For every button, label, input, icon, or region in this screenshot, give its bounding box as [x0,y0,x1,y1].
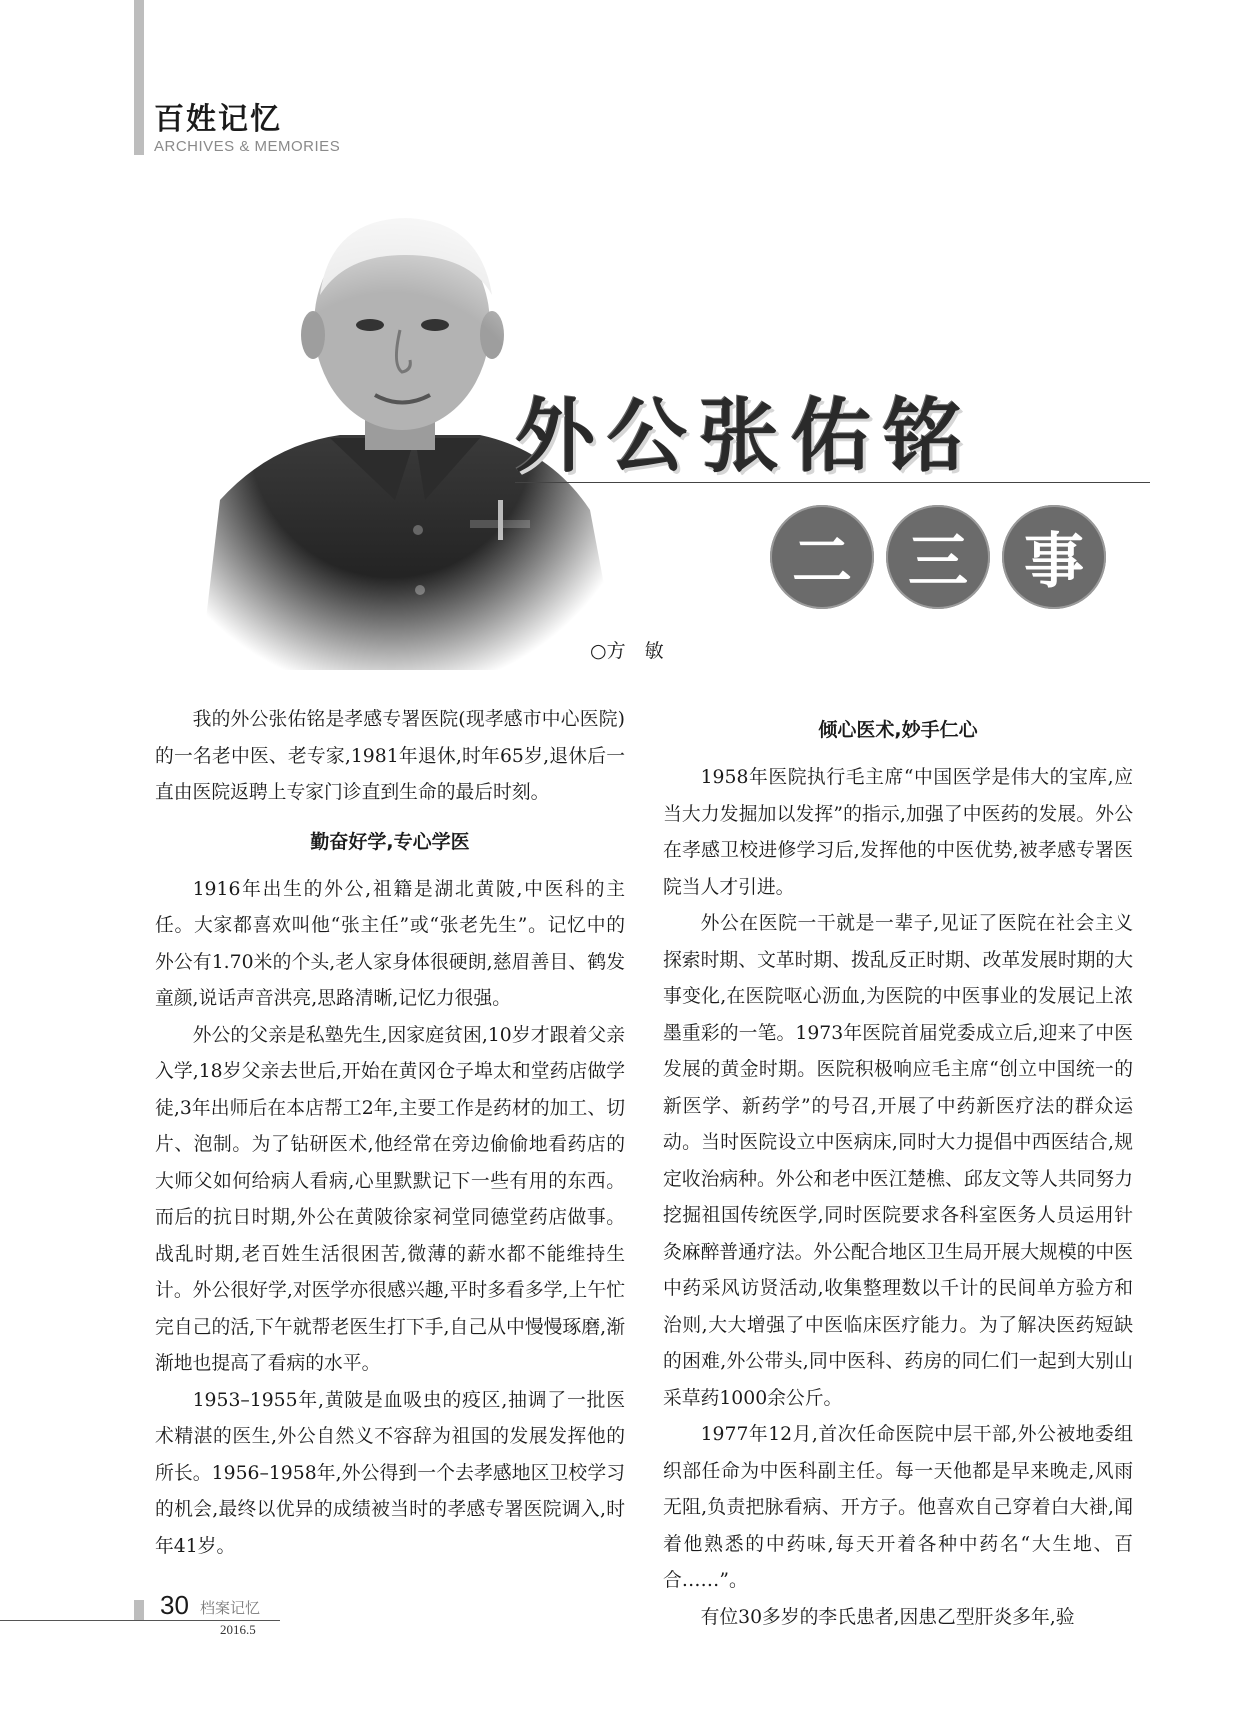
paragraph: 1977年12月,首次任命医院中层干部,外公被地委组织部任命为中医科副主任。每一天他都是早来晚走,风雨无阻,负责把脉看病、开方子。他喜欢自己穿着白大褂,闻着他熟悉的中药味,每天开着各种中药名“大生地、百合……”。 [663,1424,1133,1591]
footer-divider [0,1620,280,1621]
right-column [663,712,1133,1636]
left-column [155,702,625,1565]
page-number: 30 [160,1590,189,1620]
section-subtitle: ARCHIVES & MEMORIES [154,138,341,155]
section-heading-1: 勤奋好学,专心学医 [310,830,470,853]
footer-accent-bar [134,1600,144,1620]
author-byline: ○方 敏 [590,640,664,662]
article-title: 外公张佑铭 [515,389,975,483]
magazine-name: 档案记忆 [200,1599,261,1617]
issue-date: 2016.5 [220,1622,256,1637]
section-heading-2: 倾心医术,妙手仁心 [818,719,978,741]
section-title: 百姓记忆 [154,102,282,137]
title-circle-1: 二 [770,505,874,609]
title-circle-3: 事 [1002,505,1106,609]
title-divider [515,482,1150,483]
paragraph: 1958年医院执行毛主席“中国医学是伟大的宝库,应当大力发掘加以发挥”的指示,加强了中医药的发展。外公在孝感卫校进修学习后,发挥他的中医优势,被孝感专署医院当人才引进。 [663,767,1133,898]
paragraph: 有位30多岁的李氏患者,因患乙型肝炎多年,验 [700,1606,1075,1628]
header-accent-bar [134,0,144,155]
paragraph: 1953–1955年,黄陂是血吸虫的疫区,抽调了一批医术精湛的医生,外公自然义不容辞为祖国的发展发挥他的所长。1956–1958年,外公得到一个去孝感地区卫校学习的机会,最终以优异的成绩被当时的孝感专署医院调入,时年41岁。 [155,1389,625,1557]
paragraph: 外公的父亲是私塾先生,因家庭贫困,10岁才跟着父亲入学,18岁父亲去世后,开始在黄冈仓子埠太和堂药店做学徒,3年出师后在本店帮工2年,主要工作是药材的加工、切片、泡制。为了钻研医术,他经常在旁边偷偷地看药店的大师父如何给病人看病,心里默默记下一些有用的东西。而后的抗日时期,外公在黄陂徐家祠堂同德堂药店做事。战乱时期,老百姓生活很困苦,微薄的薪水都不能维持生计。外公很好学,对医学亦很感兴趣,平时多看多学,上午忙完自己的活,下午就帮老医生打下手,自己从中慢慢琢磨,渐渐地也提高了看病的水平。 [155,1024,625,1374]
title-circles [770,505,1106,609]
title-circle-2: 三 [886,505,990,609]
paragraph: 1916年出生的外公,祖籍是湖北黄陂,中医科的主任。大家都喜欢叫他“张主任”或“张老先生”。记忆中的外公有1.70米的个头,老人家身体很硬朗,慈眉善目、鹤发童颜,说话声音洪亮,思路清晰,记忆力很强。 [155,878,625,1009]
intro-paragraph: 我的外公张佑铭是孝感专署医院(现孝感市中心医院)的一名老中医、老专家,1981年退休,时年65岁,退休后一直由医院返聘上专家门诊直到生命的最后时刻。 [155,709,625,803]
paragraph: 外公在医院一干就是一辈子,见证了医院在社会主义探索时期、文革时期、拨乱反正时期、改革发展时期的大事变化,在医院呕心沥血,为医院的中医事业的发展记上浓墨重彩的一笔。1973年医院首届党委成立后,迎来了中医发展的黄金时期。医院积极响应毛主席“创立中国统一的新医学、新药学”的号召,开展了中药新医疗法的群众运动。当时医院设立中医病床,同时大力提倡中西医结合,规定收治病种。外公和老中医江楚樵、邱友文等人共同努力挖掘祖国传统医学,同时医院要求各科室医务人员运用针灸麻醉普通疗法。外公配合地区卫生局开展大规模的中医中药采风访贤活动,收集整理数以千计的民间单方验方和治则,大大增强了中医临床医疗能力。为了解决医药短缺的困难,外公带头,同中医科、药房的同仁们一起到大别山采草药1000余公斤。 [663,913,1133,1409]
